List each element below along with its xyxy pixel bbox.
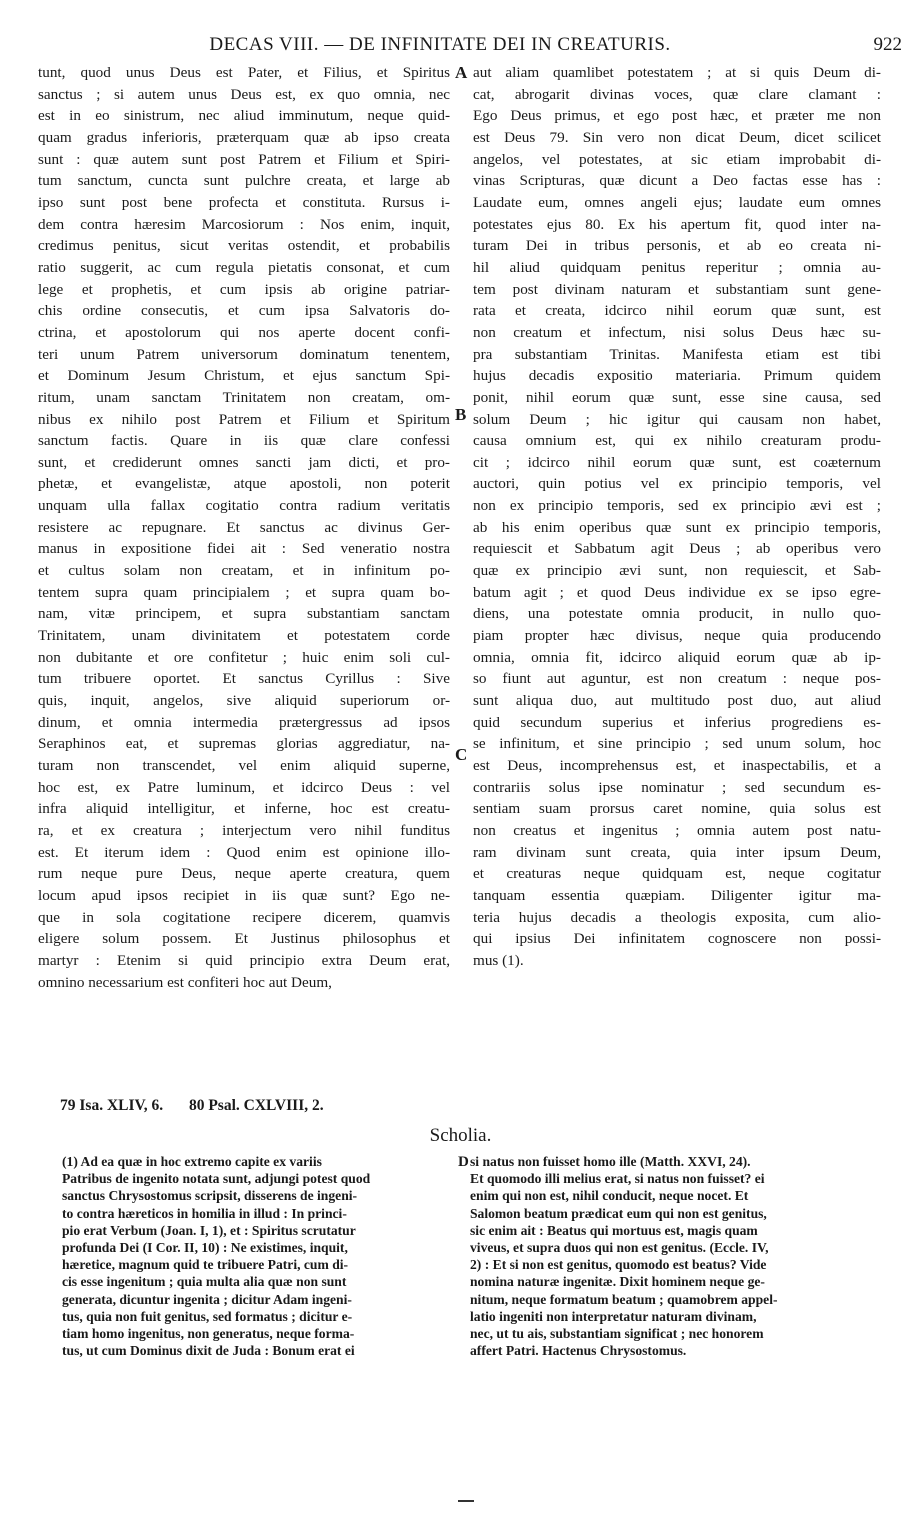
text-line: sunt, et crediderunt omnes sancti jam dicti, et pro- <box>38 453 450 471</box>
text-line: sic enim ait : Beatus qui mortuus est, magis quam <box>470 1222 758 1238</box>
text-line: tem post divinam naturam et substantiam sunt gene- <box>473 280 881 298</box>
text-line: unquam ulla fallax cogitatio contra radium veritatis <box>38 497 450 515</box>
text-line: nam, vitæ principem, et supra substantiam sanctam <box>38 605 450 623</box>
text-line: causa omnium est, qui ex nihilo creaturam produ- <box>473 432 881 450</box>
text-line: aut aliam quamlibet potestatem ; at si quis Deum di- <box>473 64 881 81</box>
text-line: sanctum factis. Quare in iis quæ clare confessi <box>38 432 450 450</box>
text-line: Salomon beatum prædicat eum qui non est genitus, <box>470 1205 767 1221</box>
text-line: non creatum et infectum, nisi solus Deus hæc su- <box>473 323 881 341</box>
text-line: non creatus et ingenitus ; omnia autem post natu- <box>473 821 881 839</box>
text-line: ratio suggerit, ac cum regula pietatis consonat, et cum <box>38 258 450 276</box>
margin-marker-d: D <box>458 1154 469 1170</box>
scholia-title: Scholia. <box>429 1125 492 1146</box>
text-line: quid secundum superius et inferius progrediens es- <box>473 713 881 731</box>
text-line: piam propter hæc divisus, neque quia producendo <box>473 627 881 645</box>
text-line: se infinitum, et sine principio ; sed unum solum, hoc <box>473 735 881 753</box>
text-line: tiam homo ingenitus, non generatus, neque forma- <box>62 1326 355 1342</box>
text-line: auctori, quin potius vel ex principio temporis, vel <box>473 475 881 493</box>
scholia-left-column <box>62 1153 458 1359</box>
text-line: cat, abrogarit divinas voces, quæ clare clamant : <box>473 85 881 103</box>
text-line: et cultus solam non creatam, et in infinitum po- <box>38 562 450 580</box>
text-line: requiescit et Sabbatum agit Deus ; ab operibus vero <box>473 540 881 558</box>
text-line: infra aliquid intelligitur, et inferne, hoc est creatu- <box>38 800 450 818</box>
text-line: cis esse ingenitum ; quia multa alia quæ non sunt <box>62 1274 347 1290</box>
text-line: sunt aliqua duo, aut multitudo post duo, aut aliud <box>473 692 881 710</box>
text-line: tus, ut cum Dominus dixit de Juda : Bonum erat ei <box>62 1343 355 1359</box>
footnotes <box>60 1097 346 1115</box>
text-line: nec, ut tu ais, substantiam significat ; nec honorem <box>470 1326 764 1342</box>
text-line: Et quomodo illi melius erat, si natus non fuisset? ei <box>470 1171 765 1187</box>
text-line: mus (1). <box>473 951 524 969</box>
text-line: sanctus ; si autem unus Deus est, ex quo omnia, nec <box>38 85 450 103</box>
text-line: vinas Scripturas, quæ dicunt a Deo factas esse has : <box>473 172 881 190</box>
text-line: dem contra hæresim Marcosiorum : Nos enim, inquit, <box>38 215 450 233</box>
text-line: angelos, vel potestates, at sic etiam improbabit di- <box>473 150 881 168</box>
margin-marker-c: C <box>455 745 468 764</box>
text-line: locum apud ipsos recipiet in iis quæ sunt? Ego ne- <box>38 886 450 904</box>
running-header <box>30 34 902 62</box>
text-line: ab his enim operibus quæ sunt ex principio temporis, <box>473 518 881 536</box>
text-line: est Deus, incomprehensus est, et inaspectabilis, et a <box>473 757 881 774</box>
text-line: sanctus Chrysostomus scripsit, disserens de ingeni- <box>62 1188 358 1204</box>
text-line: nomina naturæ ingenitæ. Dixit hominem neque ge- <box>470 1274 765 1290</box>
text-line: tunt, quod unus Deus est Pater, et Filius, et Spiritus <box>38 64 450 81</box>
text-line: ra, et ex creatura ; interjectum vero nihil funditus <box>38 821 450 839</box>
text-line: Patribus de ingenito notata sunt, adjungi potest quod <box>62 1171 371 1187</box>
text-line: eligere solum possem. Et Justinus philosophus et <box>38 930 450 948</box>
text-line: manus in expositione fidei ait : Sed veneratio nostra <box>38 540 450 558</box>
margin-marker-b: B <box>455 405 467 424</box>
text-line: est in eo sinistrum, nec aliud imminutum, neque quid- <box>38 107 450 125</box>
text-line: rum neque pure Deus, neque aperte creatura, quem <box>38 865 450 883</box>
text-line: est Deus 79. Sin vero non dicat Deum, dicet scilicet <box>473 128 881 146</box>
text-line: ram divinam sunt creata, quia inter ipsum Deum, <box>473 843 881 861</box>
text-line: Ego Deus primus, et ego post hæc, et præter me non <box>473 107 881 125</box>
text-line: que in sola cogitatione recipere dicerem, quamvis <box>38 908 450 926</box>
left-column <box>38 62 450 993</box>
text-line: sentiam suam prorsus caret nomine, quia solus est <box>473 800 881 818</box>
text-line: hujus decadis expositio materiaria. Primum quidem <box>473 367 881 385</box>
text-line: teria hujus decadis a theologis exposita, cum alio- <box>473 908 881 926</box>
footnote-80: 80 Psal. CXLVIII, 2. <box>188 1097 324 1114</box>
text-line: hæretice, magnum quid te tribuere Patri, cum di- <box>62 1257 349 1273</box>
scholia-right-column <box>470 1153 890 1359</box>
page-end-mark <box>458 1500 474 1502</box>
text-line: tanquam essentia quæpiam. Diligenter igitur ma- <box>473 886 881 904</box>
text-line: qui ipsius Dei infinitatem cognoscere non possi- <box>473 930 881 948</box>
text-line: quam gradus inferioris, præterquam quæ ab ipso creata <box>38 128 450 146</box>
text-line: chis ordine consecutis, et cum ipsa Salvatoris do- <box>38 302 450 320</box>
text-line: generata, dicuntur ingenita ; dicitur Adam ingeni- <box>62 1291 352 1307</box>
text-line: affert Patri. Hactenus Chrysostomus. <box>470 1343 687 1359</box>
footnote-79: 79 Isa. XLIV, 6. <box>60 1097 164 1114</box>
text-line: ctrina, et apostolorum qui nos aperte docent confi- <box>38 323 450 341</box>
text-line: tus, quia non fuit genitus, sed formatus ; dicitur e- <box>62 1308 353 1324</box>
margin-marker-a: A <box>455 63 468 82</box>
text-line: Seraphinos eat, et supremas glorias aggrediatur, na- <box>38 735 450 753</box>
text-line: phetæ, et evangelistæ, atque apostoli, non poterit <box>38 475 450 493</box>
text-line: et Dominum Jesum Christum, et ejus sanctum Spi- <box>38 367 450 385</box>
text-line: teri unum Patrem universorum dominatum tenentem, <box>38 345 450 363</box>
text-line: tum sanctum, cuncta sunt pulchre creata, et large ab <box>38 172 450 190</box>
text-line: si natus non fuisset homo ille (Matth. XXVI, 24). <box>470 1154 751 1169</box>
text-line: so fiunt aut aguntur, est non creatum : neque pos- <box>473 670 881 688</box>
text-line: ipso sunt post bene profecta et constituta. Rursus i- <box>38 193 450 211</box>
text-line: diens, una potestate omnia producit, in nullo quo- <box>473 605 881 623</box>
text-line: nitum, neque formatum beatum ; quamobrem appel- <box>470 1291 778 1307</box>
text-line: martyr : Etenim si quid principio extra Deum erat, <box>38 951 450 969</box>
text-line: to contra hæreticos in homilia in illud : In princi- <box>62 1205 347 1221</box>
text-line: lege et prophetis, et cum ipsis ab origine patriar- <box>38 280 450 298</box>
text-line: dinum, et omnia intermedia prætergressus ad ipsos <box>38 713 450 731</box>
text-line: omnia, omnia fit, idcirco aliquid eorum quæ ab ip- <box>473 648 881 666</box>
text-line: quæ ex principio ævi sunt, non requiescit, et Sab- <box>473 562 881 580</box>
text-line: ritum, unam sanctam Trinitatem non creatam, om- <box>38 388 450 406</box>
text-line: potestates ejus 80. Ex his apertum fit, quod inter na- <box>473 215 881 233</box>
text-line: Laudate eum, omnes angeli ejus; laudate eum omnes <box>473 193 881 211</box>
text-line: sunt : quæ autem sunt post Patrem et Filium et Spiri- <box>38 150 450 168</box>
text-line: ponit, nihil eorum quæ sunt, esse sine causa, sed <box>473 388 881 406</box>
text-line: pio erat Verbum (Joan. I, 1), et : Spiritus scrutatur <box>62 1222 356 1238</box>
text-line: latio ingeniti non interpretatur naturam divinam, <box>470 1308 757 1324</box>
text-line: tentem supra quam principialem ; et supra quam bo- <box>38 583 450 601</box>
text-line: non ex principio temporis, sed ex principio ævi est ; <box>473 497 881 515</box>
text-line: (1) Ad ea quæ in hoc extremo capite ex variis <box>62 1154 322 1169</box>
text-line: est. Et iterum idem : Quod enim est opinione illo- <box>38 843 450 861</box>
text-line: enim qui non est, nihil conducit, neque nocet. Et <box>470 1188 749 1204</box>
text-line: quis, inquit, angelos, sive aliquid superiorum or- <box>38 692 450 710</box>
text-line: turam Dei in tribus personis, et ab eo creata ni- <box>473 237 881 255</box>
page-number: 922 <box>873 34 902 55</box>
text-line: resistere ac repugnare. Et sanctus ac divinus Ger- <box>38 518 450 536</box>
text-line: batum agit ; et quod Deus individue ex se ipso egre- <box>473 583 881 601</box>
text-line: omnino necessarium est confiteri hoc aut Deum, <box>38 973 332 991</box>
text-line: solum Deum ; hic igitur qui causam non habet, <box>473 410 881 428</box>
text-line: tum tribuere oportet. Et sanctus Cyrillus : Sive <box>38 670 450 688</box>
text-line: non dubitante et ore confitetur ; huic enim soli cul- <box>38 648 450 666</box>
text-line: cit ; idcirco nihil eorum quæ sunt, est coæternum <box>473 453 881 471</box>
text-line: profunda Dei (I Cor. II, 10) : Ne existimes, inquit, <box>62 1240 348 1256</box>
text-line: pra substantiam Trinitas. Manifesta etiam est tibi <box>473 345 881 363</box>
text-line: hil aliud quidquam penitus reperitur ; omnia au- <box>473 258 881 276</box>
text-line: nibus ex nihilo post Patrem et Filium et Spiritum <box>38 410 450 428</box>
text-line: viveus, et supra duos qui non est genitus. (Eccle. IV, <box>470 1240 769 1256</box>
text-line: rata et creata, idcirco nihil eorum quæ sunt, est <box>473 302 881 320</box>
text-line: Trinitatem, unam divinitatem et potestatem corde <box>38 627 450 645</box>
text-line: turam non transcendet, vel enim aliquid superne, <box>38 757 450 774</box>
text-line: hoc est, ex Patre luminum, et idcirco Deus : vel <box>38 778 450 796</box>
right-column <box>473 62 881 972</box>
text-line: credimus penitus, sicut veritas ostendit, et probabilis <box>38 237 450 255</box>
text-line: et creaturas neque quidquam est, neque cogitatur <box>473 865 881 883</box>
text-line: contrariis solus ipse nominatur ; sed secundum es- <box>473 778 881 796</box>
text-line: 2) : Et si non est genitus, quomodo est beatus? Vide <box>470 1257 767 1273</box>
header-title: DECAS VIII. — DE INFINITATE DEI IN CREATURIS. <box>209 34 671 55</box>
